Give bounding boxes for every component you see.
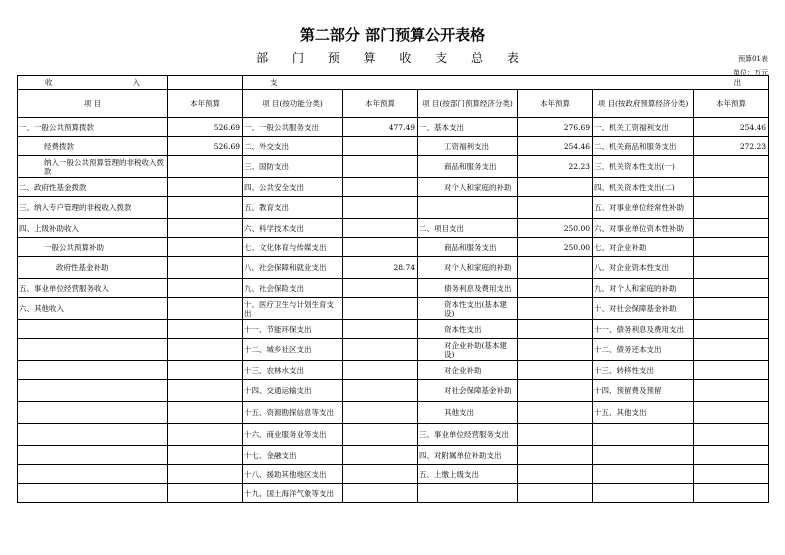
col-func-budget: 本年预算 [343,90,418,118]
gov-econ-budget-cell [694,446,769,465]
func-item-cell: 八、社会保障和就业支出 [243,257,343,279]
col-func-item: 项 目(按功能分类) [243,90,343,118]
table-row [18,339,769,361]
table-row [18,279,769,298]
dept-econ-budget-cell [518,298,593,320]
dept-econ-item-cell: 资本性支出 [418,320,518,339]
table-row [18,424,769,446]
func-item-cell: 十三、农林水支出 [243,361,343,380]
gov-econ-budget-cell [694,238,769,257]
income-budget-cell: 526.69 [168,137,243,156]
income-item-cell: 五、事业单位经营服务收入 [18,279,168,298]
income-budget-cell: 526.69 [168,118,243,137]
dept-econ-budget-cell: 22.23 [518,156,593,178]
gov-econ-budget-cell: 254.46 [694,118,769,137]
gov-econ-budget-cell [694,402,769,424]
func-budget-cell [343,424,418,446]
income-budget-cell [168,219,243,238]
dept-econ-budget-cell [518,465,593,484]
gov-econ-item-cell: 三、机关资本性支出(一) [593,156,694,178]
func-budget-cell: 28.74 [343,257,418,279]
func-item-cell: 九、社会保险支出 [243,279,343,298]
func-budget-cell [343,197,418,219]
income-item-cell [18,465,168,484]
table-row [18,197,769,219]
dept-econ-item-cell: 一、基本支出 [418,118,518,137]
income-budget-cell [168,402,243,424]
table-row [18,137,769,156]
gov-econ-item-cell: 八、对企业资本性支出 [593,257,694,279]
dept-econ-budget-cell [518,257,593,279]
dept-econ-item-cell: 三、事业单位经营服务支出 [418,424,518,446]
unit-label: 单位：万元 [733,69,768,77]
func-item-cell: 十二、城乡社区支出 [243,339,343,361]
func-item-cell: 四、公共安全支出 [243,178,343,197]
dept-econ-budget-cell [518,361,593,380]
func-item-cell: 十、医疗卫生与计划生育支出 [243,298,343,320]
gov-econ-budget-cell [694,279,769,298]
dept-econ-budget-cell [518,339,593,361]
dept-econ-budget-cell [518,424,593,446]
income-budget-cell [168,446,243,465]
gov-econ-item-cell: 十五、其他支出 [593,402,694,424]
income-section-header: 收 入 [18,76,168,90]
gov-econ-item-cell [593,424,694,446]
gov-econ-item-cell: 四、机关资本性支出(二) [593,178,694,197]
income-budget-cell [168,465,243,484]
dept-econ-item-cell: 对社会保障基金补助 [418,380,518,402]
dept-econ-item-cell: 对企业补助(基本建设) [418,339,518,361]
budget-summary-table [17,75,769,503]
income-item-cell [18,446,168,465]
dept-econ-item-cell: 二、项目支出 [418,219,518,238]
gov-econ-item-cell [593,484,694,503]
income-item-cell [18,380,168,402]
gov-econ-budget-cell [694,380,769,402]
dept-econ-budget-cell [518,402,593,424]
income-budget-cell [168,238,243,257]
func-item-cell: 十七、金融支出 [243,446,343,465]
column-header-row [18,90,769,118]
table-row [18,178,769,197]
gov-econ-budget-cell [694,465,769,484]
func-item-cell: 十五、资源勘探信息等支出 [243,402,343,424]
income-item-cell [18,320,168,339]
dept-econ-budget-cell [518,197,593,219]
gov-econ-budget-cell [694,178,769,197]
table-row [18,238,769,257]
income-budget-cell [168,484,243,503]
col-gov-econ-item: 项 目(按政府预算经济分类) [593,90,694,118]
income-item-cell: 政府性基金补助 [18,257,168,279]
gov-econ-item-cell [593,465,694,484]
func-budget-cell [343,402,418,424]
dept-econ-item-cell: 工资福利支出 [418,137,518,156]
income-budget-cell [168,424,243,446]
func-item-cell: 三、国防支出 [243,156,343,178]
func-item-cell: 二、外交支出 [243,137,343,156]
income-section-header-spacer [168,76,243,90]
func-item-cell: 七、文化体育与传媒支出 [243,238,343,257]
col-dept-econ-budget: 本年预算 [518,90,593,118]
income-budget-cell [168,298,243,320]
func-budget-cell [343,178,418,197]
income-budget-cell [168,156,243,178]
func-budget-cell [343,465,418,484]
dept-econ-item-cell: 商品和服务支出 [418,238,518,257]
func-item-cell: 六、科学技术支出 [243,219,343,238]
func-item-cell: 五、教育支出 [243,197,343,219]
income-item-cell [18,424,168,446]
dept-econ-budget-cell [518,178,593,197]
income-budget-cell [168,380,243,402]
func-item-cell: 十四、交通运输支出 [243,380,343,402]
dept-econ-item-cell: 债务利息及费用支出 [418,279,518,298]
func-item-cell: 一、一般公共服务支出 [243,118,343,137]
table-row [18,361,769,380]
func-budget-cell [343,446,418,465]
dept-econ-item-cell: 商品和服务支出 [418,156,518,178]
col-income-item: 项 目 [18,90,168,118]
col-gov-econ-budget: 本年预算 [694,90,769,118]
table-subtitle: 部 门 预 算 收 支 总 表 [256,51,529,65]
income-item-cell: 三、纳入专户管理的非税收入拨款 [18,197,168,219]
table-row [18,219,769,238]
dept-econ-item-cell: 对企业补助 [418,361,518,380]
form-number: 预算01表 [738,55,768,63]
gov-econ-item-cell: 五、对事业单位经常性补助 [593,197,694,219]
func-item-cell: 十六、商业服务业等支出 [243,424,343,446]
income-budget-cell [168,361,243,380]
gov-econ-item-cell: 九、对个人和家庭的补助 [593,279,694,298]
table-row [18,257,769,279]
income-budget-cell [168,339,243,361]
gov-econ-budget-cell [694,424,769,446]
table-row [18,156,769,178]
expense-section-header: 支 出 [243,76,769,90]
dept-econ-budget-cell [518,380,593,402]
func-budget-cell [343,137,418,156]
income-item-cell [18,484,168,503]
income-item-cell: 四、上级补助收入 [18,219,168,238]
dept-econ-budget-cell: 254.46 [518,137,593,156]
income-item-cell: 经费拨款 [18,137,168,156]
page-title: 第二部分 部门预算公开表格 [299,26,486,44]
gov-econ-budget-cell [694,298,769,320]
dept-econ-budget-cell: 276.69 [518,118,593,137]
gov-econ-item-cell [593,446,694,465]
func-budget-cell [343,339,418,361]
gov-econ-budget-cell [694,484,769,503]
table-row [18,465,769,484]
income-item-cell [18,361,168,380]
gov-econ-budget-cell [694,257,769,279]
func-item-cell: 十一、节能环保支出 [243,320,343,339]
table-row [18,320,769,339]
table-row [18,380,769,402]
table-row [18,446,769,465]
gov-econ-budget-cell: 272.23 [694,137,769,156]
func-budget-cell [343,238,418,257]
gov-econ-item-cell: 六、对事业单位资本性补助 [593,219,694,238]
gov-econ-budget-cell [694,197,769,219]
income-item-cell [18,339,168,361]
gov-econ-item-cell: 一、机关工资福利支出 [593,118,694,137]
gov-econ-budget-cell [694,219,769,238]
gov-econ-item-cell: 十、对社会保障基金补助 [593,298,694,320]
income-budget-cell [168,320,243,339]
dept-econ-item-cell [418,484,518,503]
dept-econ-item-cell: 对个人和家庭的补助 [418,257,518,279]
func-budget-cell [343,361,418,380]
table-row [18,402,769,424]
income-item-cell: 六、其他收入 [18,298,168,320]
gov-econ-item-cell: 七、对企业补助 [593,238,694,257]
func-budget-cell [343,156,418,178]
dept-econ-budget-cell: 250.00 [518,219,593,238]
income-item-cell: 纳入一般公共预算管理的非税收入拨款 [18,156,168,178]
dept-econ-budget-cell [518,320,593,339]
dept-econ-budget-cell [518,484,593,503]
gov-econ-item-cell: 十一、债务利息及费用支出 [593,320,694,339]
income-budget-cell [168,178,243,197]
func-budget-cell [343,298,418,320]
dept-econ-budget-cell [518,446,593,465]
func-budget-cell [343,380,418,402]
section-header-row [18,76,769,90]
dept-econ-item-cell: 对个人和家庭的补助 [418,178,518,197]
gov-econ-budget-cell [694,361,769,380]
gov-econ-item-cell: 十三、转移性支出 [593,361,694,380]
gov-econ-budget-cell [694,156,769,178]
income-budget-cell [168,279,243,298]
dept-econ-item-cell: 资本性支出(基本建设) [418,298,518,320]
income-item-cell [18,402,168,424]
table-row [18,298,769,320]
income-budget-cell [168,257,243,279]
dept-econ-item-cell [418,197,518,219]
income-item-cell: 一般公共预算补助 [18,238,168,257]
func-budget-cell [343,320,418,339]
gov-econ-item-cell: 十二、债务还本支出 [593,339,694,361]
func-budget-cell: 477.49 [343,118,418,137]
col-income-budget: 本年预算 [168,90,243,118]
gov-econ-item-cell: 十四、预留费及预留 [593,380,694,402]
dept-econ-item-cell: 四、对附属单位补助支出 [418,446,518,465]
col-dept-econ-item: 项 目(按部门预算经济分类) [418,90,518,118]
dept-econ-budget-cell [518,279,593,298]
dept-econ-item-cell: 其他支出 [418,402,518,424]
gov-econ-budget-cell [694,339,769,361]
dept-econ-item-cell: 五、上缴上级支出 [418,465,518,484]
table-row [18,484,769,503]
gov-econ-item-cell: 二、机关商品和服务支出 [593,137,694,156]
income-budget-cell [168,197,243,219]
func-item-cell: 十八、援助其他地区支出 [243,465,343,484]
income-item-cell: 二、政府性基金拨款 [18,178,168,197]
func-budget-cell [343,279,418,298]
dept-econ-budget-cell: 250.00 [518,238,593,257]
func-budget-cell [343,484,418,503]
income-item-cell: 一、一般公共预算拨款 [18,118,168,137]
func-item-cell: 十九、国土海洋气象等支出 [243,484,343,503]
gov-econ-budget-cell [694,320,769,339]
func-budget-cell [343,219,418,238]
table-row [18,118,769,137]
